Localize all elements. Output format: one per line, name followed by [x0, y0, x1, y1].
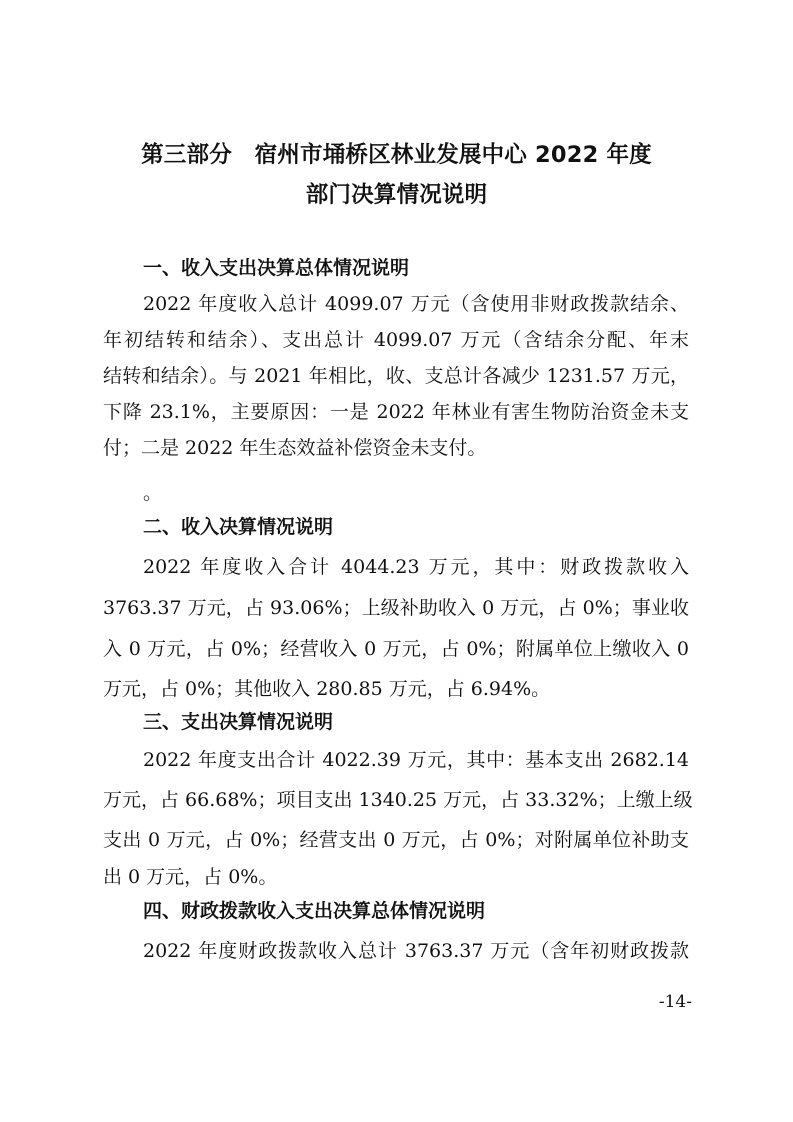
paragraph-line: 结转和结余）。与 2021 年相比，收、支总计各减少 1231.57 万元，	[103, 365, 689, 387]
paragraph-line: 下降 23.1%，主要原因：一是 2022 年林业有害生物防治资金未支	[103, 401, 689, 423]
paragraph-line: 2022 年度支出合计 4022.39 万元，其中：基本支出 2682.14	[143, 749, 689, 771]
paragraph-line: 3763.37 万元，占 93.06%；上级补助收入 0 万元，占 0%；事业收	[103, 597, 689, 619]
paragraph-line: 年初结转和结余）、支出总计 4099.07 万元（含结余分配、年末	[103, 329, 689, 351]
paragraph-line: 2022 年度收入总计 4099.07 万元（含使用非财政拨款结余、	[143, 293, 689, 315]
title-line-1: 第三部分 宿州市埇桥区林业发展中心 2022 年度	[141, 142, 652, 168]
paragraph-line: 万元，占 0%；其他收入 280.85 万元，占 6.94%。	[103, 678, 551, 700]
paragraph-line: 支出 0 万元，占 0%；经营支出 0 万元，占 0%；对附属单位补助支	[103, 829, 689, 851]
page-title	[0, 135, 793, 215]
page-number: -14-	[658, 992, 692, 1012]
section-heading-1: 一、收入支出决算总体情况说明	[143, 257, 410, 279]
paragraph-line: 付；二是 2022 年生态效益补偿资金未支付。	[103, 437, 487, 459]
section-heading-2: 二、收入决算情况说明	[143, 516, 334, 538]
section-heading-4: 四、财政拨款收入支出决算总体情况说明	[143, 900, 486, 922]
section-heading-3: 三、支出决算情况说明	[143, 711, 334, 733]
trailing-punctuation: 。	[143, 482, 163, 504]
paragraph-line: 万元，占 66.68%；项目支出 1340.25 万元，占 33.32%；上缴上级	[103, 789, 693, 811]
paragraph-line: 2022 年度收入合计 4044.23 万元，其中：财政拨款收入	[143, 556, 689, 578]
paragraph-line: 出 0 万元，占 0%。	[103, 866, 278, 888]
paragraph-line: 2022 年度财政拨款收入总计 3763.37 万元（含年初财政拨款	[143, 940, 689, 962]
paragraph-line: 入 0 万元，占 0%；经营收入 0 万元，占 0%；附属单位上缴收入 0	[103, 638, 689, 660]
title-line-2: 部门决算情况说明	[305, 182, 488, 208]
